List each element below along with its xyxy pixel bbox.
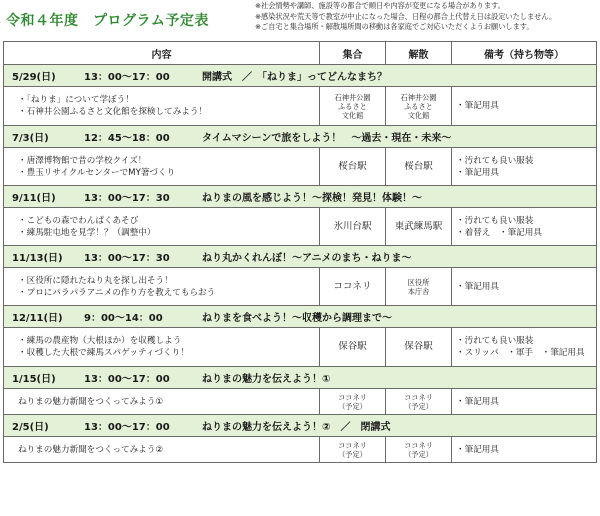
items-cell-line: ・スリッパ ・軍手 ・筆記用具 [456, 348, 585, 358]
session-date: 9/11(日) [12, 193, 56, 204]
session-detail-row [4, 389, 597, 415]
session-time: 13：00～17：30 [84, 193, 170, 204]
dismiss-place-cell [386, 437, 452, 463]
session-header-row [4, 126, 597, 148]
dismiss-place-cell-line: （予定） [404, 449, 433, 459]
content-cell-line: ・練馬の農産物（大根ほか）を収穫しよう [18, 336, 182, 346]
table-header-row [4, 42, 597, 65]
items-cell [452, 148, 597, 186]
note-line: ※ご自宅と集合場所・解散場所間の移動は各家庭でご対応いただくようお願いします。 [255, 22, 534, 31]
column-header-dismiss: 解散 [386, 42, 452, 65]
dismiss-place-cell [386, 389, 452, 415]
content-cell [4, 389, 320, 415]
column-header-content: 内容 [4, 42, 320, 65]
session-date: 1/15(日) [12, 374, 56, 385]
session-title-cell [4, 367, 597, 389]
session-time: 9：00～14：00 [84, 313, 163, 324]
meet-place-cell-line: ココネリ [338, 392, 367, 402]
dismiss-place-cell-line: 石神井公園 [400, 92, 437, 102]
content-cell-line: ・練馬駐屯地を見学！？（調整中） [18, 227, 156, 238]
session-header-row [4, 65, 597, 87]
meet-place-cell-line: 石神井公園 [334, 92, 371, 102]
session-theme: ねりまの魅力を伝えよう！① [202, 374, 331, 385]
content-cell-line: ・豊玉リサイクルセンターでMY箸づくり [18, 167, 176, 178]
notes [255, 1, 600, 33]
session-title-cell [4, 126, 597, 148]
meet-place-cell-line: ココネリ [333, 280, 372, 292]
session-time: 13：00～17：30 [84, 253, 170, 264]
dismiss-place-cell-line: 桜台駅 [404, 160, 433, 172]
dismiss-place-cell-line: ココネリ [404, 392, 433, 402]
dismiss-place-cell [386, 328, 452, 367]
content-cell-line: ・収穫した大根で練馬スパゲッティづくり！ [18, 348, 189, 358]
content-cell-line: ねりまの魅力新聞をつくってみよう① [18, 396, 164, 407]
session-header-row [4, 246, 597, 268]
session-date: 11/13(日) [12, 253, 63, 264]
session-header-row [4, 306, 597, 328]
session-date: 7/3(日) [12, 133, 49, 144]
dismiss-place-cell-line: 東武練馬駅 [394, 220, 443, 232]
meet-place-cell-line: ふるさと [338, 101, 367, 111]
dismiss-place-cell-line: 本庁舎 [407, 286, 430, 296]
items-cell-line: ・着替え ・筆記用具 [456, 227, 542, 238]
content-cell-line: ・プロにパラパラアニメの作り方を教えてもらおう [18, 287, 216, 298]
content-cell [4, 437, 320, 463]
session-title-cell [4, 246, 597, 268]
session-theme: ねりまの魅力を伝えよう！② ／ 閉講式 [202, 422, 391, 433]
meet-place-cell-line: 文化館 [341, 110, 364, 120]
meet-place-cell [320, 148, 386, 186]
dismiss-place-cell [386, 87, 452, 126]
content-cell [4, 328, 320, 367]
dismiss-place-cell [386, 208, 452, 246]
items-cell-line: ・汚れても良い服装 [456, 155, 534, 166]
session-detail-row [4, 268, 597, 306]
meet-place-cell [320, 389, 386, 415]
meet-place-cell-line: 桜台駅 [338, 160, 367, 172]
session-detail-row [4, 328, 597, 367]
session-title-cell [4, 186, 597, 208]
session-header-row [4, 367, 597, 389]
session-header-row [4, 415, 597, 437]
content-cell-line: ・区役所に隠れたねり丸を探し出そう！ [18, 275, 173, 286]
items-cell-line: ・筆記用具 [456, 281, 499, 292]
items-cell [452, 389, 597, 415]
program-table [3, 41, 597, 463]
content-cell-line: ・こどもの森でわんぱくあそび [18, 215, 139, 226]
column-header-notes: 備考（持ち物等） [452, 42, 597, 65]
session-detail-row [4, 208, 597, 246]
items-cell-line: ・汚れても良い服装 [456, 215, 534, 226]
session-header-row [4, 186, 597, 208]
meet-place-cell [320, 87, 386, 126]
session-detail-row [4, 437, 597, 463]
session-theme: ねり丸かくれんぼ！～アニメのまち・ねりま～ [202, 253, 412, 264]
dismiss-place-cell [386, 148, 452, 186]
session-title-cell [4, 65, 597, 87]
session-theme: タイムマシーンで旅をしよう！ ～過去・現在・未来～ [202, 133, 452, 144]
schedule-body [4, 65, 597, 463]
session-date: 12/11(日) [12, 313, 63, 324]
items-cell-line: ・筆記用具 [456, 101, 499, 111]
session-theme: ねりまの風を感じよう！～探検！発見！体験！～ [202, 193, 422, 204]
content-cell-line: ・「ねりま」について学ぼう！ [18, 95, 134, 105]
content-cell-line: ねりまの魅力新聞をつくってみよう② [18, 444, 164, 455]
session-time: 12：45～18：00 [84, 133, 170, 144]
meet-place-cell [320, 328, 386, 367]
content-cell-line: ・石神井公園ふるさと文化館を探検してみよう！ [18, 107, 208, 117]
dismiss-place-cell-line: ココネリ [404, 440, 433, 450]
meet-place-cell-line: （予定） [338, 401, 367, 411]
meet-place-cell-line: ココネリ [338, 440, 367, 450]
items-cell [452, 328, 597, 367]
content-cell-line: ・唐澤博物館で昔の学校クイズ！ [18, 155, 147, 166]
page-title: 令和４年度 プログラム予定表 [6, 13, 209, 29]
session-detail-row [4, 87, 597, 126]
items-cell [452, 87, 597, 126]
session-time: 13：00～17：00 [84, 374, 170, 385]
meet-place-cell [320, 437, 386, 463]
session-detail-row [4, 148, 597, 186]
dismiss-place-cell-line: （予定） [404, 401, 433, 411]
dismiss-place-cell [386, 268, 452, 306]
content-cell [4, 208, 320, 246]
meet-place-cell-line: 保谷駅 [338, 341, 367, 352]
session-theme: ねりまを食べよう！～収穫から調理まで～ [202, 313, 392, 324]
dismiss-place-cell-line: 保谷駅 [404, 341, 433, 352]
content-cell [4, 268, 320, 306]
items-cell [452, 268, 597, 306]
note-line: ※社会情勢や講師、施設等の都合で順日や内容が変更になる場合があります。 [255, 1, 505, 10]
items-cell-line: ・筆記用具 [456, 167, 499, 178]
meet-place-cell-line: 氷川台駅 [333, 220, 372, 232]
session-title-cell [4, 415, 597, 437]
note-line: ※感染状況や荒天等で教室が中止になった場合、日程の都合上代替え日は設定いたしません。 [255, 11, 557, 21]
session-time: 13：00～17：00 [84, 72, 170, 83]
meet-place-cell [320, 268, 386, 306]
content-cell [4, 87, 320, 126]
items-cell-line: ・筆記用具 [456, 444, 499, 455]
session-time: 13：00～17：00 [84, 422, 170, 433]
dismiss-place-cell-line: ふるさと [404, 101, 433, 111]
page-header [0, 0, 600, 40]
dismiss-place-cell-line: 区役所 [407, 277, 430, 287]
meet-place-cell-line: （予定） [338, 449, 367, 459]
dismiss-place-cell-line: 文化館 [407, 110, 430, 120]
content-cell [4, 148, 320, 186]
session-date: 5/29(日) [12, 72, 56, 83]
meet-place-cell [320, 208, 386, 246]
items-cell-line: ・筆記用具 [456, 396, 499, 407]
column-header-meet: 集合 [320, 42, 386, 65]
session-date: 2/5(日) [12, 422, 49, 433]
items-cell-line: ・汚れても良い服装 [456, 336, 534, 346]
items-cell [452, 208, 597, 246]
items-cell [452, 437, 597, 463]
session-theme: 開講式 ／ 「ねりま」ってどんなまち？ [202, 72, 387, 83]
session-title-cell [4, 306, 597, 328]
